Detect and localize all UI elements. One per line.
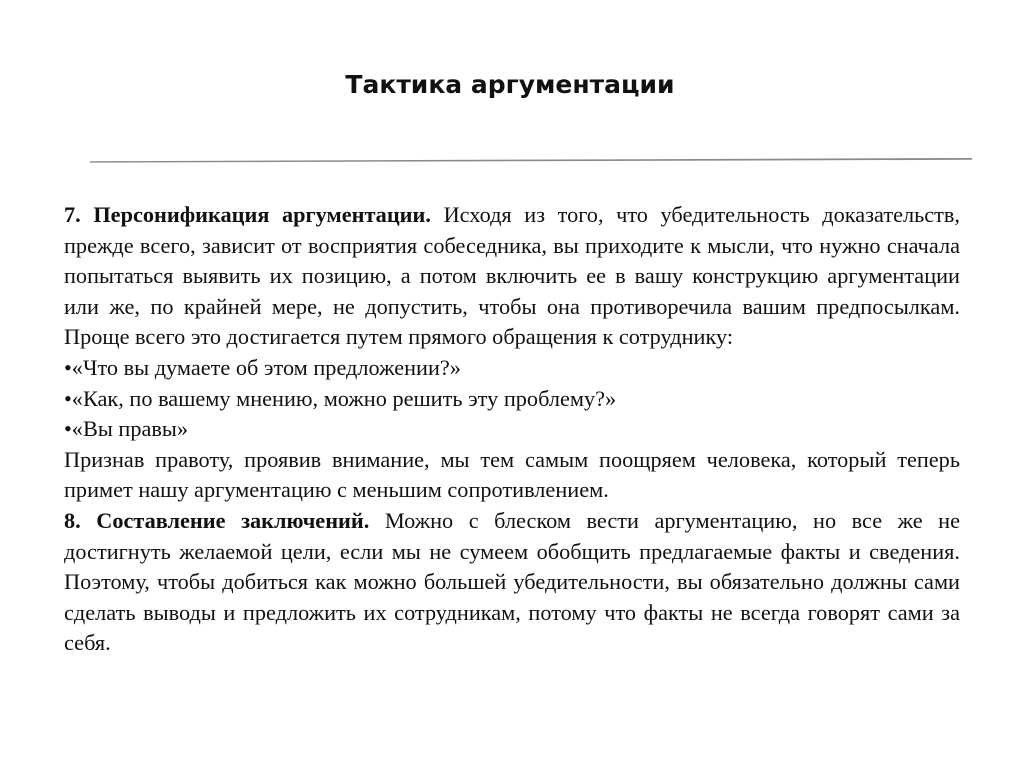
section-7-heading: 7. Персонификация аргументации. [64,202,431,227]
section-8-text: Можно с блеском вести аргументацию, но все же не достигнуть желаемой цели, если мы не сумеем обобщить предлагаемые факты и сведения. Поэтому, чтобы добиться как можно большей убедительности, вы обязательно должны сами сделать выводы и предложить их сотрудникам, потому что факты не всегда говорят сами за себя. [64,507,961,656]
bullet-item: •«Как, по вашему мнению, можно решить эту проблему?» [64,385,617,411]
bullet-item: •«Что вы думаете об этом предложении?» [64,354,461,380]
paragraph-section-8 [64,506,960,659]
title-divider [90,158,972,163]
paragraph-conclusion: Признав правоту, проявив внимание, мы тем самым поощряем человека, который теперь примет нашу аргументацию с меньшим сопротивлением. [64,446,960,503]
slide-body [64,200,960,659]
section-7-text: Исходя из того, что убедительность доказательств, прежде всего, зависит от восприятия собеседника, вы приходите к мысли, что нужно сначала попытаться выявить их позицию, а потом включить ее в вашу конструкцию аргументации или же, по крайней мере, не допустить, чтобы она противоречила вашим предпосылкам. Проще всего это достигается путем прямого обращения к сотруднику: [64,202,960,350]
bullet-item: •«Вы правы» [64,416,189,442]
paragraph-section-7 [64,200,960,353]
section-8-heading: 8. Составление заключений. [64,507,370,533]
slide-title: Тактика аргументации [345,70,675,99]
